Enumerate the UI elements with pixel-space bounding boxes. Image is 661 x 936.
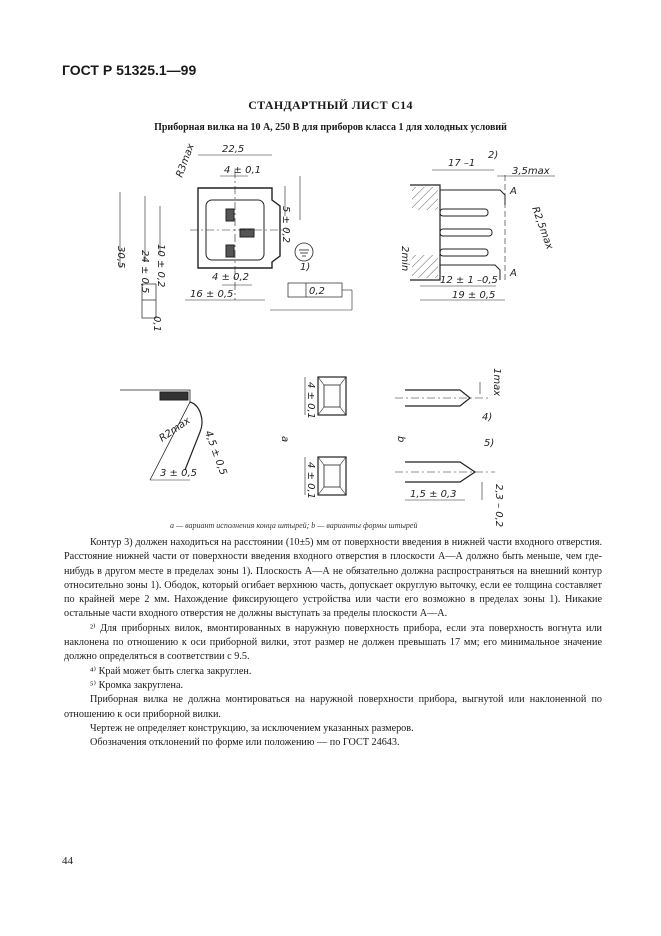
figure-caption: a — вариант исполнения конца штырей; b — варианты формы штырей [170,521,418,530]
paragraph: Контур 3) должен находиться на расстоянии (10±5) мм от поверхности введения в нижней части входного отверстия. Расстояние нижней части от поверхности введения входного отверстия в плоскости А—А должно быть меньше, чем где-нибудь в другом месте в пределах зоны 1). Плоскость А—А не обязательно должна распространяться на внешний контур относительно зоны 1). Ободок, который огибает верхнюю часть, допускает округлую выточку, если ее толщина составляет по крайней мере 2 мм. Нахождение фиксирующего устройства или части его возможно в пределах зоны 1). Никакие остальные части входного отверстия не должны выступать за пределы плоскости А—А. [64,537,602,620]
dim-30-5: 30,5 [115,246,126,269]
dim-4-02: 4 ± 0,2 [212,272,250,283]
section-a-top: A [510,186,517,197]
footnote-5: ⁵⁾ Кромка закруглена. [90,679,184,691]
footnote-4: ⁴⁾ Край может быть слегка закруглен. [90,665,252,677]
label-a: a [279,436,290,443]
footnote-2: ²⁾ Для приборных вилок, вмонтированных в наружную поверхность прибора, если эта поверхность вогнута или наклонена по отношению к оси приборной вилки, этот размер не должен превышать 17 мм; его минимальное значение должно определяться в соответствии с 9.5. [64,622,602,663]
dim-19: 19 ± 0,5 [452,290,496,301]
section-a-bottom: A [510,268,517,279]
dim-3: 3 ± 0,5 [160,468,198,479]
paragraph: Приборная вилка не должна монтироваться на наружной поверхности прибора, выгнутой или наклоненной по отношению к оси приборной вилки. [64,694,602,720]
dim-24: 24 ± 0,5 [139,250,150,294]
dim-17: 17 –1 [448,158,476,169]
page-number: 44 [62,855,73,867]
dim-3-5max: 3,5max [512,166,550,177]
dim-4-01-pin2: 4 ± 0,1 [305,462,316,500]
dim-1-5: 1,5 ± 0,3 [410,489,457,500]
dim-4-01-pin1: 4 ± 0,1 [305,382,316,420]
dim-2-3: 2,3 – 0,2 [493,484,504,528]
body-text [64,536,602,750]
note-5: 5) [484,438,495,449]
dim-2min: 2min [399,246,410,272]
flatness-01: 0,1 [151,316,162,332]
dim-4-01-top: 4 ± 0,1 [224,165,262,176]
dim-16: 16 ± 0,5 [190,289,234,300]
paragraph: Чертеж не определяет конструкцию, за исключением указанных размеров. [90,722,414,734]
dim-r2-5max: R2,5max [529,205,555,251]
dim-r2max: R2max [157,415,193,445]
dim-12: 12 ± 1 –0,5 [440,275,498,286]
dim-4-5: 4,5 ± 0,5 [202,429,229,477]
sheet-title: СТАНДАРТНЫЙ ЛИСТ С14 [248,98,413,112]
dim-22-5: 22,5 [222,144,245,155]
dim-10: 10 ± 0,2 [155,244,166,288]
dim-5: 5 ± 0,2 [280,206,291,244]
paragraph: Обозначения отклонений по форме или положению — по ГОСТ 24643. [90,737,400,749]
pin-tip-profiles [395,382,495,500]
note-4: 4) [482,412,493,423]
note-1: 1) [300,262,311,273]
note-2: 2) [488,150,499,161]
label-b: b [395,436,406,443]
flatness-02: 0,2 [309,286,325,297]
dim-r3max: R3max [174,142,197,180]
sheet-subtitle: Приборная вилка на 10 А, 250 В для приборов класса 1 для холодных условий [154,122,507,133]
dim-1max: 1max [491,368,502,397]
document-code: ГОСТ Р 51325.1—99 [62,62,197,78]
